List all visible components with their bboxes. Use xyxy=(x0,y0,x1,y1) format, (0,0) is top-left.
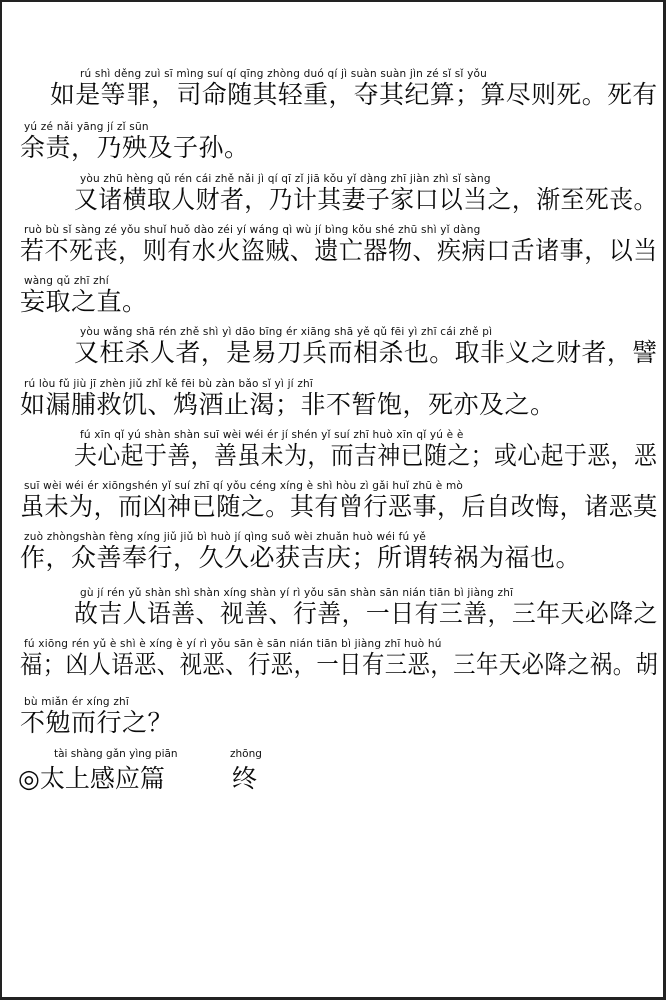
pinyin-line: yòu zhū hèng qǔ rén cái zhě nǎi jì qí qī zǐ jiā kǒu yǐ dàng zhī jiàn zhì sǐ sàng xyxy=(80,173,491,185)
chinese-line: 作，众善奉行，久久必获吉庆；所谓转祸为福也。 xyxy=(20,543,582,572)
chinese-line: 福；凶人语恶、视恶、行恶，一日有三恶，三年天必降之祸。胡 xyxy=(20,650,659,679)
pinyin-line: bù miǎn ér xíng zhī xyxy=(24,696,130,708)
chinese-line: 余责，乃殃及子孙。 xyxy=(20,133,250,162)
end-mark-pinyin: zhōng xyxy=(230,748,262,760)
pinyin-line: wàng qǔ zhī zhí xyxy=(24,275,109,287)
text-line xyxy=(2,68,666,128)
chinese-line: 虽未为，而凶神已随之。其有曾行恶事，后自改悔，诸恶莫 xyxy=(20,492,658,521)
chinese-line: 又枉杀人者，是易刀兵而相杀也。取非义之财者，譬 xyxy=(74,338,658,367)
end-mark: 终 xyxy=(232,764,258,793)
pinyin-line: fú xiōng rén yǔ è shì è xíng è yí rì yǒu sān è sān nián tiān bì jiàng zhī huò hú xyxy=(24,638,442,650)
title-pinyin: tài shàng gǎn yìng piān xyxy=(54,748,178,760)
passage xyxy=(2,2,666,1002)
pinyin-line: ruò bù sǐ sàng zé yǒu shuǐ huǒ dào zéi yí wáng qì wù jí bìng kǒu shé zhū shì yǐ dàng xyxy=(24,224,481,236)
pinyin-line: fú xīn qǐ yú shàn shàn suī wèi wéi ér jí shén yǐ suí zhī huò xīn qǐ yú è è xyxy=(80,429,464,441)
pinyin-line: gù jí rén yǔ shàn shì shàn xíng shàn yí rì yǒu sān shàn sān nián tiān bì jiàng zhī xyxy=(80,587,514,599)
chinese-line: 妄取之直。 xyxy=(20,287,148,316)
pinyin-line: rú lòu fǔ jiù jī zhèn jiǔ zhǐ kě fēi bù zàn bǎo sǐ yì jí zhī xyxy=(24,378,314,390)
text-line xyxy=(2,326,666,386)
pinyin-line: yòu wǎng shā rén zhě shì yì dāo bīng ér xiāng shā yě qǔ fēi yì zhī cái zhě pì xyxy=(80,326,493,338)
pinyin-line: suī wèi wéi ér xiōngshén yǐ suí zhī qí yǒu céng xíng è shì hòu zì gǎi huǐ zhū è mò xyxy=(24,480,463,492)
chinese-line: 若不死丧，则有水火盗贼、遗亡器物、疾病口舌诸事，以当 xyxy=(20,236,658,265)
chinese-line: 故吉人语善、视善、行善，一日有三善，三年天必降之 xyxy=(74,599,658,628)
book-title: ◎太上感应篇 xyxy=(18,764,165,793)
chinese-line: 不勉而行之？ xyxy=(20,708,174,737)
pinyin-line: yú zé nǎi yāng jí zǐ sūn xyxy=(24,121,149,133)
text-line xyxy=(2,121,666,181)
text-line xyxy=(2,638,666,698)
chinese-line: 夫心起于善，善虽未为，而吉神已随之；或心起于恶，恶 xyxy=(74,441,658,470)
chinese-line: 又诸横取人财者，乃计其妻子家口以当之，渐至死丧。 xyxy=(74,185,658,214)
text-line xyxy=(2,696,666,756)
text-line xyxy=(2,531,666,591)
pinyin-line: rú shì děng zuì sī mìng suí qí qīng zhòng duó qí jì suàn suàn jìn zé sǐ sǐ yǒu xyxy=(80,68,487,80)
chinese-line: 如漏脯救饥、鸩酒止渴；非不暂饱，死亦及之。 xyxy=(20,390,556,419)
chinese-line: 如是等罪，司命随其轻重，夺其纪算；算尽则死。死有 xyxy=(50,80,658,109)
pinyin-line: zuò zhòngshàn fèng xíng jiǔ jiǔ bì huò jí qìng suǒ wèi zhuǎn huò wéi fú yě xyxy=(24,531,427,543)
